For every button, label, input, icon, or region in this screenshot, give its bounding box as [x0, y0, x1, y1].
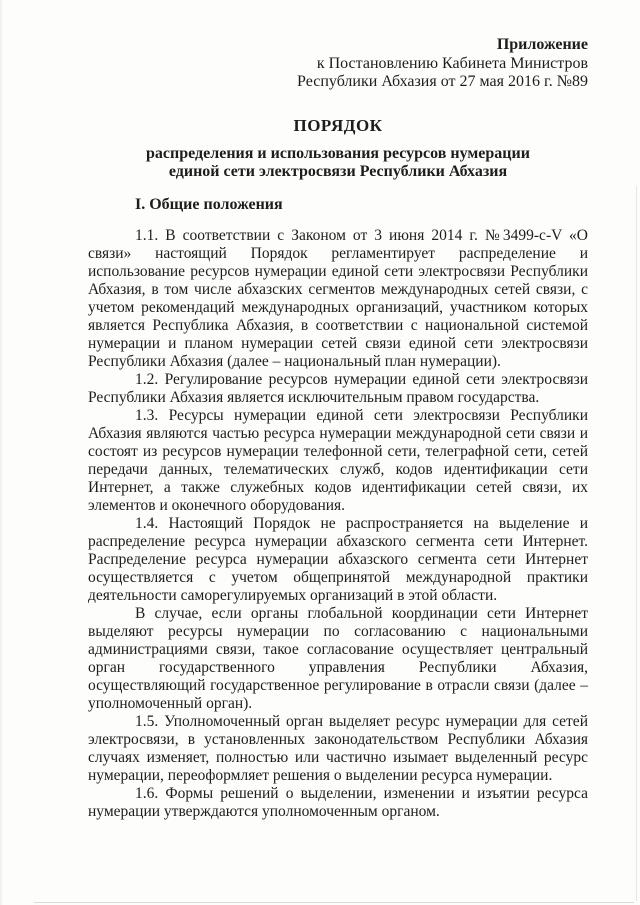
scan-artifact-left-edge: [0, 0, 2, 905]
paragraph-1-1: 1.1. В соответствии с Законом от 3 июня 2014 г. №3499-с-V «О связи» настоящий Порядок регламентирует распределение и использование ресурсов нумерации единой сети электросвязи Республики Абхазия, в том числе абхазских сегментов международных сетей связи, с учетом рекомендаций международных организаций, участником которых является Республика Абхазия, в соответствии с национальной системой нумерации и планом нумерации сетей связи единой сети электросвязи Республики Абхазия (далее – национальный план нумерации).: [88, 226, 588, 370]
paragraph-1-5: 1.5. Уполномоченный орган выделяет ресурс нумерации для сетей электросвязи, в установленных законодательством Республики Абхазия случаях изменяет, полностью или частично изымает выделенный ресурс нумерации, переоформляет решения о выделении ресурса нумерации.: [88, 712, 588, 784]
document-title: ПОРЯДОК: [293, 115, 383, 135]
paragraph-1-2: 1.2. Регулирование ресурсов нумерации единой сети электросвязи Республики Абхазия является исключительным правом государства.: [88, 370, 588, 406]
paragraph-1-3: 1.3. Ресурсы нумерации единой сети электросвязи Республики Абхазия являются частью ресурса нумерации международной сети связи и состоят из ресурсов нумерации телефонной сети, телеграфной сети, сетей передачи данных, телематических служб, кодов идентификации сети Интернет, а также служебных кодов идентификации сетей связи, их элементов и оконечного оборудования.: [88, 406, 588, 514]
paragraph-1-4: 1.4. Настоящий Порядок не распространяется на выделение и распределение ресурса нумерации абхазского сегмента сети Интернет. Распределение ресурса нумерации абхазского сегмента сети Интернет осуществляется с учетом общепринятой международной практики деятельности саморегулируемых организаций в этой области.: [88, 514, 588, 604]
paragraph-1-6: 1.6. Формы решений о выделении, изменении и изъятии ресурса нумерации утверждаются уполномоченным органом.: [88, 784, 588, 820]
document-content: [88, 36, 588, 821]
document-body: [88, 227, 588, 821]
annex-reference-line-2: Республики Абхазия от 27 мая 2016 г. №89: [297, 73, 588, 90]
document-subtitle-line-2: единой сети электросвязи Республики Абхазия: [168, 163, 508, 180]
scan-artifact-right-edge: [636, 186, 637, 901]
paragraph-1-4-continued: В случае, если органы глобальной координации сети Интернет выделяют ресурсы нумерации по согласованию с национальными администрациями связи, такое согласование осуществляет центральный орган государственного управления Республики Абхазия, осуществляющий государственное регулирование в отрасли связи (далее – уполномоченный орган).: [88, 604, 588, 712]
annex-reference-block: [88, 36, 588, 92]
document-subtitle-line-1: распределения и использования ресурсов нумерации: [146, 144, 530, 162]
section-heading-general-provisions: I. Общие положения: [135, 195, 283, 213]
annex-reference-line-1: к Постановлению Кабинета Министров: [316, 54, 588, 72]
annex-label: Приложение: [496, 36, 588, 53]
document-subtitle: [88, 145, 588, 182]
scan-artifact-bottom-edge: [34, 902, 634, 903]
